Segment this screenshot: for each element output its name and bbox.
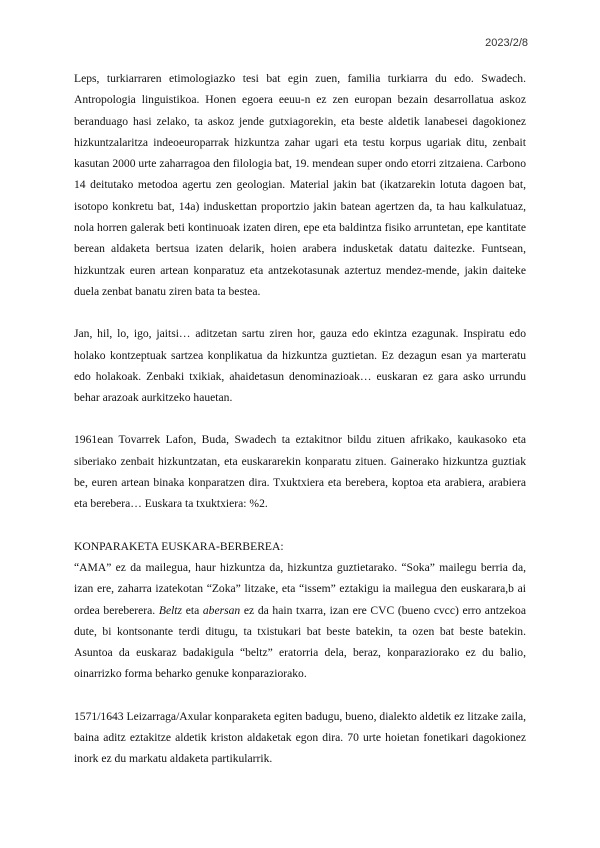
comparison-conjunction: eta (182, 603, 203, 617)
section-heading: KONPARAKETA EUSKARA-BERBEREA: (74, 539, 284, 553)
paragraph-berber-comparison (74, 557, 526, 685)
paragraph-tovar: 1961ean Tovarrek Lafon, Buda, Swadech ta eztakitnor bildu zituen afrikako, kaukasoko eta siberiako zenbait hizkuntzatan, eta euskararekin konparatu zituen. Gainerako hizkuntza guztiak be, euren artean binaka konparatzen dira. Txuktxiera eta berebera, koptoa eta arabiera, arabiera eta berebera… Euskara ta txuktxiera: %2. (74, 433, 526, 511)
comparison-text-b: ez da hain txarra, izan ere CVC (bueno cvcc) erro antzekoa dute, bi kontsonante terdi ditugu, ta txistukari bat beste batekin, ta ozen bat beste batekin. Asuntoa da euskaraz badakigula “beltz” eratorria dela, beraz, konparaziorako ez du balio, oinarrizko forma beharko genuke konparaziorako. (74, 603, 526, 681)
comparison-text-a: “AMA” ez da mailegua, haur hizkuntza da, hizkuntza guztietarako. “Soka” mailegu berria da, izan ere, zaharra izatekotan “Zoka” litzake, eta “issem” eztakigu ia mailegua den euskarara,b ai ordea bereberera. (74, 560, 526, 617)
term-abersan: abersan (202, 603, 241, 617)
paragraph-leizarraga: 1571/1643 Leizarraga/Axular konparaketa egiten badugu, bueno, dialekto aldetik ez litzake zaila, baina aditz eztakitze aldetik kriston aldaketak egon dira. 70 urte hoietan fonetikari dagokionez inork ez du markatu aldaketa partikularrik. (74, 709, 526, 766)
paragraph-etymology: Leps, turkiarraren etimologiazko tesi bat egin zuen, familia turkiarra du edo. Swadech. Antropologia linguistikoa. Honen egoera eeuu-n ez zen europan bezain desarrollatua askoz beranduago hasi zelako, ta askoz jende gutxiagorekin, eta beste aldetik lanabesei dagokionez hizkuntzalaritza indeoeuroparrak hizkuntza zahar ugari eta testu korpus ugariak ditu, zenbait kasutan 2000 urte zaharragoa den filologia bat, 19. mendean super ondo etorri zitzaiena. Carbono 14 deitutako metodoa agertu zen geologian. Material jakin bat (ikatzarekin lotuta dagoen bat, isotopo konkretu bat, 14a) induskettan proportzio jakin batean agertzen da, ta hau kalkulatuaz, nola horren galerak beti kontinuoak izaten diren, epe eta baldintza fisiko arruntetan, epe kantitate berean aldaketa bertsua izaten delarik, hoien arabera indusketak datatu daitezke. Funtsean, hizkuntzak euren artean konparatuz eta antzekotasunak aztertuz mendez-mende, jakin daiteke duela zenbat banatu ziren bata ta bestea. (74, 72, 526, 298)
page-date: 2023/2/8 (485, 37, 528, 49)
term-beltz: Beltz (158, 603, 183, 617)
paragraph-verbs: Jan, hil, lo, igo, jaitsi… aditzetan sartu ziren hor, gauza edo ekintza ezagunak. Inspiratu edo holako kontzeptuak sartzea konplikatua da hizkuntza guztietan. Ez dezagun esan ya marteratu edo holakoak. Zenbaki txikiak, ahaidetasun denominazioak… euskaran ez gara asko urrundu behar arazoak aurkitzeko hauetan. (74, 327, 526, 405)
document-body (74, 68, 526, 791)
